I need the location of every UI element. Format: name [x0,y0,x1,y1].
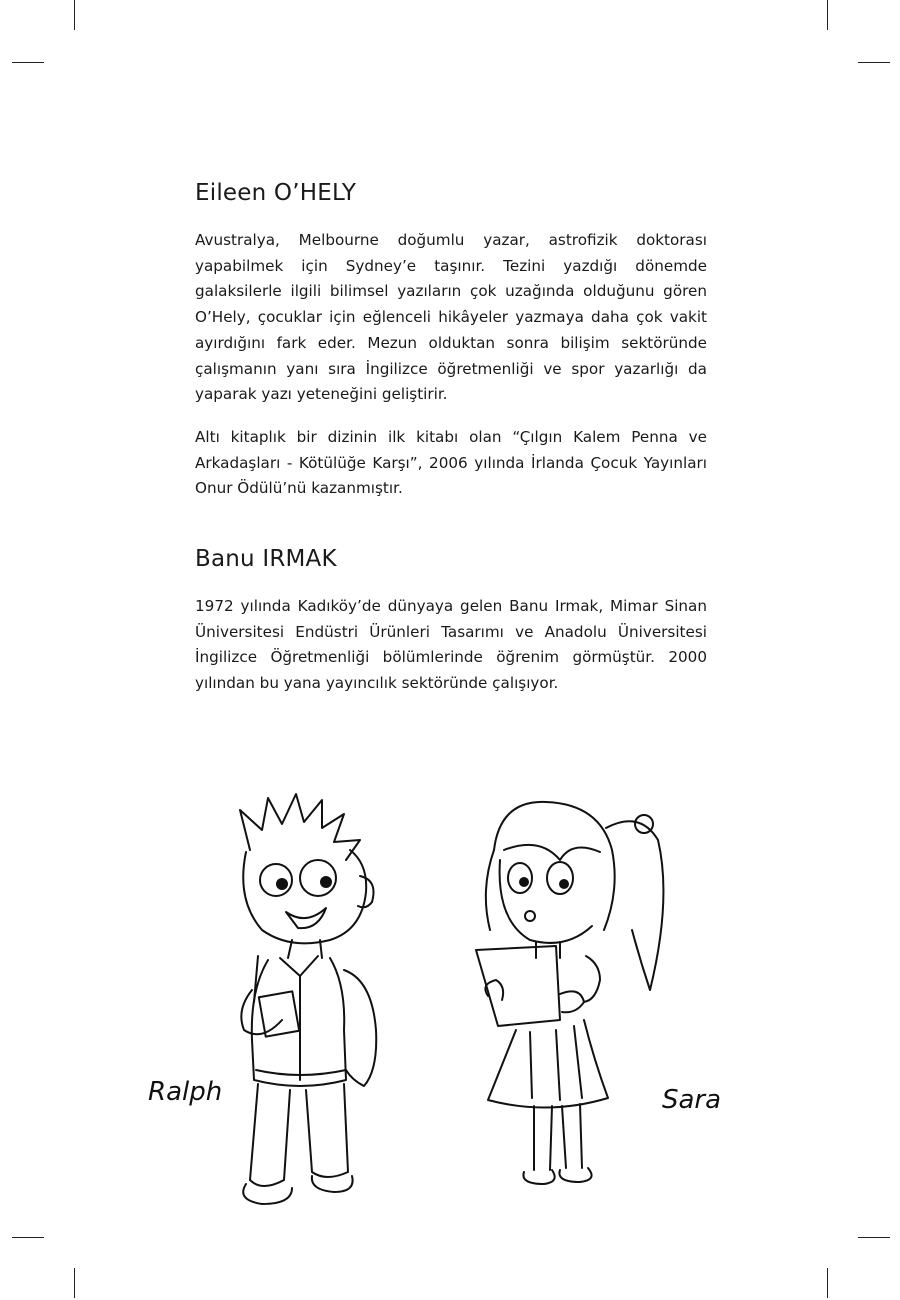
author-name-heading: Eileen O’HELY [195,180,357,206]
bio-paragraph: Avustralya, Melbourne doğumlu yazar, astrofizik doktorası yapabilmek için Sydney’e taşınır. Tezini yazdığı dönemde galaksilerle ilgili bilimsel yazıların çok uzağında olduğunu gören O’Hely, çocuklar için eğlenceli hikâyeler yazmaya daha çok vakit ayırdığını fark eder. Mezun olduktan sonra bilişim sektöründe çalışmanın yanı sıra İngilizce öğretmenliği ve spor yazarlığı da yaparak yazı yeteneğini geliştirir. [195,231,707,404]
ralph-drawing [240,794,376,1204]
author-section-banu [195,546,707,697]
page-content [195,180,707,714]
bio-paragraph: Altı kitaplık bir dizinin ilk kitabı olan “Çılgın Kalem Penna ve Arkadaşları - Kötülüğe Karşı”, 2006 yılında İrlanda Çocuk Yayınları Onur Ödülü’nü kazanmıştır. [195,427,707,498]
crop-mark-top-right-vertical [827,0,828,30]
crop-mark-bottom-right-vertical [827,1268,828,1298]
ralph-label: Ralph [148,1077,223,1107]
sara-drawing [476,802,663,1184]
crop-mark-top-left-vertical [74,0,75,30]
sara-label: Sara [662,1085,722,1115]
author-name-heading: Banu IRMAK [195,546,337,573]
crop-mark-top-left-horizontal [12,62,44,63]
crop-mark-top-right-horizontal [858,62,890,63]
crop-mark-bottom-left-vertical [74,1268,75,1298]
bio-paragraph: 1972 yılında Kadıköy’de dünyaya gelen Banu Irmak, Mimar Sinan Üniversitesi Endüstri Ürünleri Tasarımı ve Anadolu Üniversitesi İngilizce Öğretmenliği bölümlerinde öğrenim görmüştür. 2000 yılından bu yana yayıncılık sektöründe çalışıyor. [195,597,707,693]
characters-illustration [0,780,900,1240]
author-section-eileen [195,180,707,502]
